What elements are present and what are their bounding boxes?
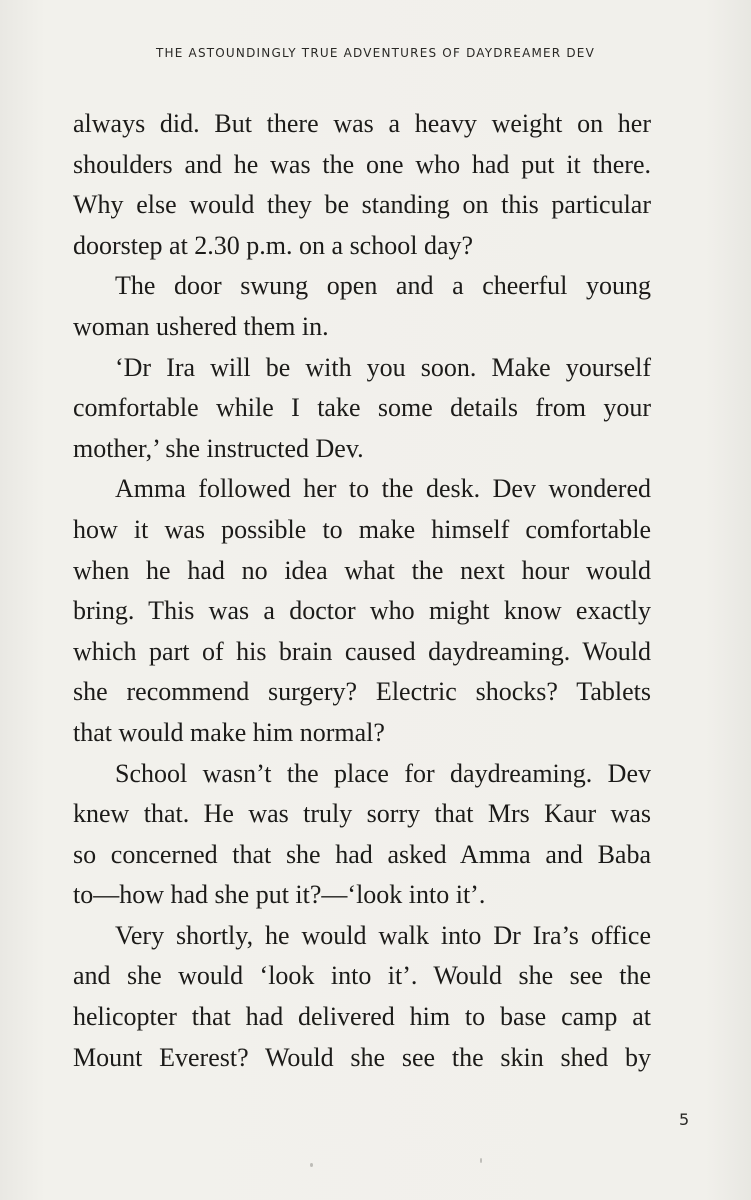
text-line: how it was possible to make himself comfortable	[73, 514, 651, 544]
text-line: bring. This was a doctor who might know exactly	[73, 596, 651, 626]
paragraph	[73, 754, 651, 916]
text-line: shoulders and he was the one who had put it there.	[73, 149, 651, 179]
text-line: Very shortly, he would walk into Dr Ira’s office	[115, 920, 651, 950]
text-line: and she would ‘look into it’. Would she see the	[73, 961, 651, 991]
text-line: Mount Everest? Would she see the skin shed by	[73, 1042, 651, 1072]
text-line: when he had no idea what the next hour would	[73, 555, 651, 585]
text-line: helicopter that had delivered him to base camp at	[73, 1002, 651, 1032]
running-head: THE ASTOUNDINGLY TRUE ADVENTURES OF DAYDREAMER DEV	[155, 46, 595, 60]
page-number: 5	[679, 1110, 690, 1129]
text-line: always did. But there was a heavy weight on her	[73, 109, 651, 138]
paragraph	[73, 916, 651, 1078]
text-line: she recommend surgery? Electric shocks? Tablets	[73, 677, 651, 707]
text-line: so concerned that she had asked Amma and Baba	[73, 839, 651, 869]
text-line: that would make him normal?	[73, 717, 385, 747]
paragraph	[73, 469, 651, 753]
text-line: woman ushered them in.	[73, 311, 329, 341]
paragraph	[73, 266, 651, 347]
paragraph	[73, 348, 651, 470]
text-line: doorstep at 2.30 p.m. on a school day?	[73, 230, 474, 260]
text-line: Why else would they be standing on this particular	[73, 190, 651, 220]
paper-speck	[480, 1158, 482, 1163]
paragraph	[73, 104, 651, 266]
text-line: School wasn’t the place for daydreaming. Dev	[115, 758, 651, 788]
text-line: knew that. He was truly sorry that Mrs Kaur was	[73, 799, 651, 829]
body-text	[73, 104, 651, 1078]
text-line: which part of his brain caused daydreaming. Would	[73, 636, 651, 666]
text-line: to—how had she put it?—‘look into it’.	[73, 880, 486, 910]
text-line: The door swung open and a cheerful young	[115, 271, 651, 301]
text-line: Amma followed her to the desk. Dev wondered	[115, 474, 651, 504]
text-line: ‘Dr Ira will be with you soon. Make yourself	[115, 352, 651, 382]
text-line: mother,’ she instructed Dev.	[73, 433, 364, 463]
paper-speck	[310, 1163, 313, 1167]
text-line: comfortable while I take some details from your	[73, 393, 651, 423]
